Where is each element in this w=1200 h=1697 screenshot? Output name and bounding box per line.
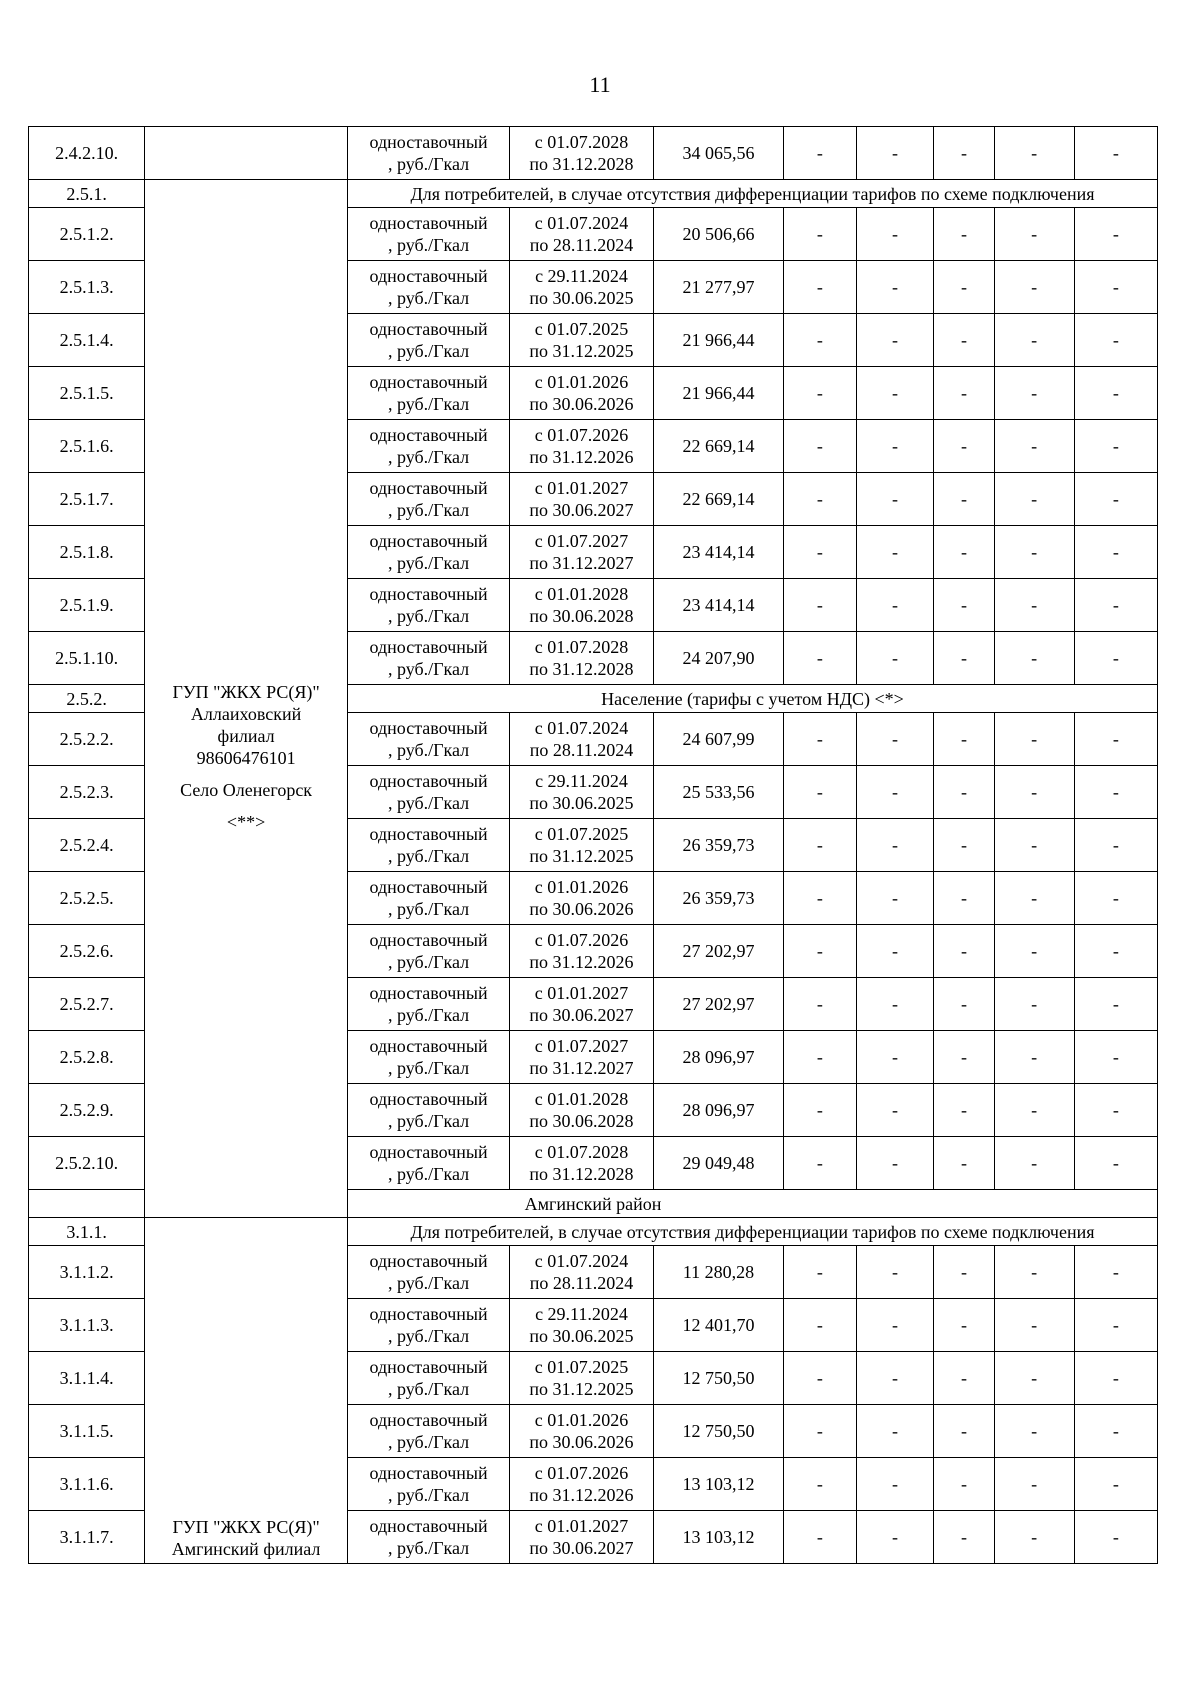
org-note: <**>: [226, 811, 266, 832]
empty-cell: -: [856, 1458, 934, 1511]
empty-cell: -: [1074, 1511, 1157, 1564]
tariff-value: 26 359,73: [653, 819, 783, 872]
tariff-kind: одноставочный , руб./Гкал: [347, 1405, 509, 1458]
tariff-period: с 01.07.2024 по 28.11.2024: [510, 713, 654, 766]
empty-cell: -: [994, 420, 1074, 473]
tariff-value: 25 533,56: [653, 766, 783, 819]
empty-cell: -: [784, 1299, 856, 1352]
tariff-period: с 01.07.2026 по 31.12.2026: [510, 925, 654, 978]
tariff-kind: одноставочный , руб./Гкал: [347, 713, 509, 766]
empty-cell: -: [994, 1031, 1074, 1084]
org-code: 98606476101: [196, 747, 296, 768]
empty-cell: -: [994, 819, 1074, 872]
empty-cell: -: [784, 1084, 856, 1137]
empty-cell: -: [856, 127, 934, 180]
empty-cell: -: [856, 978, 934, 1031]
empty-cell: -: [934, 127, 994, 180]
empty-cell: -: [994, 632, 1074, 685]
table-row: [29, 127, 1158, 180]
empty-cell: -: [994, 1246, 1074, 1299]
empty-cell: -: [994, 1352, 1074, 1405]
row-number: 2.5.1.9.: [29, 579, 145, 632]
org-branch-word: филиал: [217, 725, 275, 746]
empty-cell: -: [934, 1084, 994, 1137]
empty-cell: -: [856, 766, 934, 819]
page-number: 11: [589, 72, 611, 97]
row-number: 2.5.1.5.: [29, 367, 145, 420]
tariff-period: с 29.11.2024 по 30.06.2025: [510, 261, 654, 314]
tariff-period: с 01.07.2026 по 31.12.2026: [510, 1458, 654, 1511]
empty-cell: -: [784, 127, 856, 180]
tariff-value: 27 202,97: [653, 978, 783, 1031]
tariff-period: с 01.07.2025 по 31.12.2025: [510, 819, 654, 872]
tariff-value: 28 096,97: [653, 1031, 783, 1084]
empty-cell: -: [784, 766, 856, 819]
empty-cell: -: [784, 473, 856, 526]
tariff-period: с 01.01.2026 по 30.06.2026: [510, 367, 654, 420]
empty-cell: -: [994, 473, 1074, 526]
row-number: 2.5.1.7.: [29, 473, 145, 526]
section-title: Для потребителей, в случае отсутствия дифференциации тарифов по схеме подключения: [347, 180, 1157, 208]
empty-cell: -: [784, 314, 856, 367]
empty-cell: -: [1074, 127, 1157, 180]
empty-cell: -: [784, 579, 856, 632]
tariff-kind: одноставочный , руб./Гкал: [347, 314, 509, 367]
empty-cell: -: [934, 819, 994, 872]
tariff-period: с 29.11.2024 по 30.06.2025: [510, 766, 654, 819]
tariff-value: 11 280,28: [653, 1246, 783, 1299]
tariff-kind: одноставочный , руб./Гкал: [347, 367, 509, 420]
empty-cell: -: [934, 314, 994, 367]
section-title: Население (тарифы с учетом НДС) <*>: [347, 685, 1157, 713]
empty-cell: -: [934, 1352, 994, 1405]
empty-cell: -: [934, 925, 994, 978]
tariff-value: 20 506,66: [653, 208, 783, 261]
tariff-value: 22 669,14: [653, 473, 783, 526]
row-number: 2.5.2.3.: [29, 766, 145, 819]
tariff-value: 24 207,90: [653, 632, 783, 685]
tariff-period: с 01.01.2026 по 30.06.2026: [510, 1405, 654, 1458]
tariff-period: с 01.07.2027 по 31.12.2027: [510, 1031, 654, 1084]
tariff-kind: одноставочный , руб./Гкал: [347, 766, 509, 819]
tariff-period: с 01.07.2025 по 31.12.2025: [510, 1352, 654, 1405]
row-number: 2.5.2.: [29, 685, 145, 713]
empty-cell: -: [1074, 1031, 1157, 1084]
empty-cell: -: [784, 367, 856, 420]
organization-cell: [145, 127, 348, 180]
empty-cell: -: [934, 1031, 994, 1084]
tariff-kind: одноставочный , руб./Гкал: [347, 1084, 509, 1137]
tariff-value: 24 607,99: [653, 713, 783, 766]
empty-cell: -: [934, 766, 994, 819]
org-name: ГУП "ЖКХ РС(Я)": [172, 1517, 320, 1537]
empty-cell: -: [856, 420, 934, 473]
empty-cell: -: [1074, 367, 1157, 420]
empty-cell: -: [1074, 978, 1157, 1031]
tariff-period: с 01.01.2027 по 30.06.2027: [510, 473, 654, 526]
empty-cell: -: [856, 632, 934, 685]
tariff-kind: одноставочный , руб./Гкал: [347, 526, 509, 579]
tariff-kind: одноставочный , руб./Гкал: [347, 1299, 509, 1352]
row-number: 2.5.1.4.: [29, 314, 145, 367]
empty-cell: -: [784, 1511, 856, 1564]
empty-cell: -: [1074, 925, 1157, 978]
tariff-period: с 01.01.2027 по 30.06.2027: [510, 978, 654, 1031]
row-number: 2.5.1.10.: [29, 632, 145, 685]
empty-cell: -: [1074, 713, 1157, 766]
empty-cell: -: [934, 1405, 994, 1458]
tariff-value: 26 359,73: [653, 872, 783, 925]
empty-cell: -: [1074, 1137, 1157, 1190]
empty-cell: -: [856, 1137, 934, 1190]
empty-cell: -: [994, 579, 1074, 632]
empty-cell: -: [856, 872, 934, 925]
empty-cell: -: [1074, 261, 1157, 314]
empty-cell: -: [856, 261, 934, 314]
empty-cell: -: [784, 1031, 856, 1084]
row-number: 3.1.1.2.: [29, 1246, 145, 1299]
empty-cell: -: [1074, 579, 1157, 632]
empty-cell: -: [856, 208, 934, 261]
empty-cell: -: [934, 579, 994, 632]
empty-cell: -: [856, 713, 934, 766]
empty-cell: -: [856, 314, 934, 367]
empty-cell: -: [994, 1137, 1074, 1190]
tariff-value: 22 669,14: [653, 420, 783, 473]
empty-cell: -: [994, 208, 1074, 261]
tariff-value: 34 065,56: [653, 127, 783, 180]
tariff-kind: одноставочный , руб./Гкал: [347, 632, 509, 685]
row-number: 2.5.2.10.: [29, 1137, 145, 1190]
empty-cell: -: [994, 261, 1074, 314]
empty-cell: -: [784, 261, 856, 314]
empty-cell: -: [934, 1246, 994, 1299]
tariff-value: 21 966,44: [653, 367, 783, 420]
tariff-period: с 01.01.2028 по 30.06.2028: [510, 1084, 654, 1137]
tariff-period: с 01.07.2026 по 31.12.2026: [510, 420, 654, 473]
section-row: [29, 180, 1158, 208]
empty-cell: -: [934, 872, 994, 925]
empty-cell: -: [784, 632, 856, 685]
empty-cell: -: [1074, 872, 1157, 925]
empty-cell: -: [856, 526, 934, 579]
tariff-value: 13 103,12: [653, 1458, 783, 1511]
row-number: 3.1.1.6.: [29, 1458, 145, 1511]
empty-cell: -: [784, 1458, 856, 1511]
empty-cell: -: [994, 1084, 1074, 1137]
tariff-value: 21 966,44: [653, 314, 783, 367]
tariff-kind: одноставочный , руб./Гкал: [347, 925, 509, 978]
tariff-kind: одноставочный , руб./Гкал: [347, 1137, 509, 1190]
section-title: Для потребителей, в случае отсутствия дифференциации тарифов по схеме подключения: [347, 1218, 1157, 1246]
empty-cell: -: [934, 473, 994, 526]
tariff-period: с 01.07.2025 по 31.12.2025: [510, 314, 654, 367]
row-number: 2.5.1.: [29, 180, 145, 208]
row-number: 2.4.2.10.: [29, 127, 145, 180]
tariff-period: с 29.11.2024 по 30.06.2025: [510, 1299, 654, 1352]
empty-cell: -: [1074, 1352, 1157, 1405]
org-name: ГУП "ЖКХ РС(Я)": [172, 681, 320, 702]
tariff-period: с 01.07.2028 по 31.12.2028: [510, 632, 654, 685]
empty-cell: -: [784, 978, 856, 1031]
row-number: 2.5.2.7.: [29, 978, 145, 1031]
empty-cell: -: [994, 713, 1074, 766]
empty-cell: -: [1074, 1246, 1157, 1299]
row-number: 2.5.2.2.: [29, 713, 145, 766]
tariff-value: 21 277,97: [653, 261, 783, 314]
empty-cell: -: [934, 1511, 994, 1564]
tariff-period: с 01.07.2024 по 28.11.2024: [510, 208, 654, 261]
organization-cell-amga: [145, 1218, 348, 1564]
row-number: 2.5.1.3.: [29, 261, 145, 314]
tariff-period: с 01.07.2028 по 31.12.2028: [510, 127, 654, 180]
empty-cell: -: [994, 1299, 1074, 1352]
empty-cell: -: [784, 1405, 856, 1458]
empty-cell: -: [934, 1137, 994, 1190]
district-title: Амгинский район: [29, 1190, 1158, 1218]
empty-cell: -: [934, 1458, 994, 1511]
empty-cell: -: [994, 367, 1074, 420]
empty-cell: -: [856, 1031, 934, 1084]
empty-cell: -: [1074, 1299, 1157, 1352]
empty-cell: -: [784, 872, 856, 925]
tariff-kind: одноставочный , руб./Гкал: [347, 261, 509, 314]
empty-cell: -: [1074, 632, 1157, 685]
tariff-table: [28, 126, 1158, 1564]
tariff-value: 23 414,14: [653, 579, 783, 632]
org-branch: Аллаиховский: [190, 703, 302, 724]
row-number: 3.1.1.4.: [29, 1352, 145, 1405]
empty-cell: -: [994, 526, 1074, 579]
empty-cell: -: [934, 978, 994, 1031]
empty-cell: -: [856, 473, 934, 526]
empty-cell: -: [934, 1299, 994, 1352]
tariff-value: 28 096,97: [653, 1084, 783, 1137]
empty-cell: -: [1074, 314, 1157, 367]
empty-cell: -: [856, 1246, 934, 1299]
empty-cell: -: [994, 1405, 1074, 1458]
district-row: [29, 1190, 1158, 1218]
row-number: 2.5.2.6.: [29, 925, 145, 978]
empty-cell: -: [934, 367, 994, 420]
empty-cell: -: [1074, 420, 1157, 473]
tariff-kind: одноставочный , руб./Гкал: [347, 872, 509, 925]
empty-cell: -: [1074, 766, 1157, 819]
tariff-kind: одноставочный , руб./Гкал: [347, 420, 509, 473]
tariff-period: с 01.01.2028 по 30.06.2028: [510, 579, 654, 632]
empty-cell: -: [856, 819, 934, 872]
empty-cell: -: [856, 1511, 934, 1564]
empty-cell: -: [1074, 208, 1157, 261]
tariff-kind: одноставочный , руб./Гкал: [347, 208, 509, 261]
row-number: 2.5.2.5.: [29, 872, 145, 925]
section-row: [29, 1218, 1158, 1246]
tariff-kind: одноставочный , руб./Гкал: [347, 1458, 509, 1511]
empty-cell: -: [856, 1405, 934, 1458]
tariff-kind: одноставочный , руб./Гкал: [347, 473, 509, 526]
tariff-value: 12 750,50: [653, 1352, 783, 1405]
empty-cell: -: [994, 978, 1074, 1031]
org-locality: Село Оленегорск: [180, 779, 313, 800]
tariff-kind: одноставочный , руб./Гкал: [347, 1246, 509, 1299]
row-number: 3.1.1.5.: [29, 1405, 145, 1458]
empty-cell: -: [994, 1511, 1074, 1564]
tariff-value: 12 750,50: [653, 1405, 783, 1458]
row-number: 2.5.2.8.: [29, 1031, 145, 1084]
tariff-period: с 01.07.2028 по 31.12.2028: [510, 1137, 654, 1190]
empty-cell: -: [994, 766, 1074, 819]
empty-cell: -: [994, 314, 1074, 367]
empty-cell: -: [1074, 819, 1157, 872]
empty-cell: -: [784, 819, 856, 872]
empty-cell: -: [1074, 1458, 1157, 1511]
empty-cell: -: [1074, 1405, 1157, 1458]
tariff-value: 12 401,70: [653, 1299, 783, 1352]
empty-cell: -: [784, 420, 856, 473]
empty-cell: -: [994, 1458, 1074, 1511]
empty-cell: -: [856, 1299, 934, 1352]
empty-cell: -: [784, 925, 856, 978]
row-number: 2.5.2.4.: [29, 819, 145, 872]
tariff-kind: одноставочный , руб./Гкал: [347, 978, 509, 1031]
empty-cell: -: [784, 1246, 856, 1299]
empty-cell: -: [934, 632, 994, 685]
row-number: 2.5.2.9.: [29, 1084, 145, 1137]
empty-cell: -: [934, 420, 994, 473]
tariff-value: 27 202,97: [653, 925, 783, 978]
row-number: 3.1.1.3.: [29, 1299, 145, 1352]
row-number: 3.1.1.7.: [29, 1511, 145, 1564]
empty-cell: -: [934, 526, 994, 579]
empty-cell: -: [784, 526, 856, 579]
row-number: 2.5.1.8.: [29, 526, 145, 579]
tariff-period: с 01.07.2024 по 28.11.2024: [510, 1246, 654, 1299]
empty-cell: -: [856, 1084, 934, 1137]
empty-cell: -: [784, 1352, 856, 1405]
empty-cell: -: [934, 208, 994, 261]
tariff-value: 13 103,12: [653, 1511, 783, 1564]
empty-cell: -: [856, 367, 934, 420]
tariff-period: с 01.07.2027 по 31.12.2027: [510, 526, 654, 579]
empty-cell: -: [1074, 1084, 1157, 1137]
organization-cell-allaikh: [145, 180, 348, 1218]
tariff-kind: одноставочный , руб./Гкал: [347, 1511, 509, 1564]
tariff-period: с 01.01.2027 по 30.06.2027: [510, 1511, 654, 1564]
tariff-kind: одноставочный , руб./Гкал: [347, 579, 509, 632]
empty-cell: -: [1074, 473, 1157, 526]
row-number: 3.1.1.: [29, 1218, 145, 1246]
empty-cell: -: [994, 127, 1074, 180]
tariff-kind: одноставочный , руб./Гкал: [347, 819, 509, 872]
empty-cell: -: [994, 925, 1074, 978]
empty-cell: -: [994, 872, 1074, 925]
tariff-kind: одноставочный , руб./Гкал: [347, 1352, 509, 1405]
empty-cell: -: [856, 1352, 934, 1405]
tariff-period: с 01.01.2026 по 30.06.2026: [510, 872, 654, 925]
empty-cell: -: [934, 261, 994, 314]
empty-cell: -: [934, 713, 994, 766]
org-branch: Амгинский филиал: [171, 1539, 321, 1559]
tariff-kind: одноставочный , руб./Гкал: [347, 1031, 509, 1084]
row-number: 2.5.1.6.: [29, 420, 145, 473]
empty-cell: -: [1074, 526, 1157, 579]
empty-cell: -: [784, 1137, 856, 1190]
empty-cell: -: [784, 208, 856, 261]
empty-cell: -: [784, 713, 856, 766]
empty-cell: -: [856, 925, 934, 978]
tariff-value: 29 049,48: [653, 1137, 783, 1190]
tariff-value: 23 414,14: [653, 526, 783, 579]
tariff-kind: одноставочный , руб./Гкал: [347, 127, 509, 180]
empty-cell: -: [856, 579, 934, 632]
row-number: 2.5.1.2.: [29, 208, 145, 261]
